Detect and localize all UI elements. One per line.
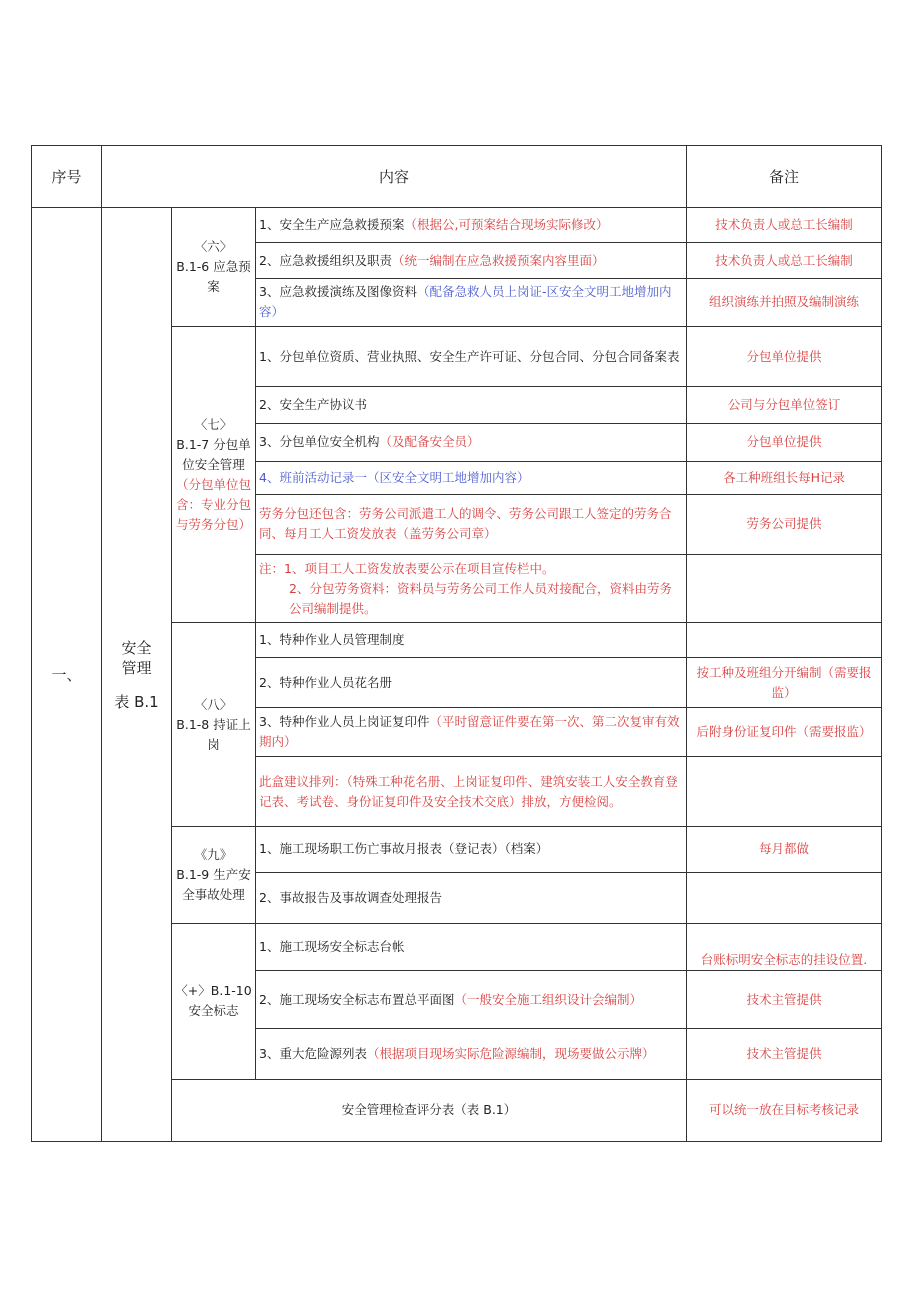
section-9-note-2: [687, 872, 882, 923]
footnote-2: 2、分包劳务资料：资料员与劳务公司工作人员对接配合，资料由劳务公司编制提供。: [289, 580, 672, 616]
safety-management-table: [31, 145, 882, 1142]
section-6-note-2: 技术负责人或总工长编制: [687, 243, 882, 278]
section-10-title-a: 〈+〉B.1-10 安全标志: [175, 983, 252, 1019]
category-line2: 管理: [121, 658, 152, 677]
seq-number: 一、: [32, 208, 102, 1142]
section-6-note-1: 技术负责人或总工长编制: [687, 208, 882, 243]
header-remark: 备注: [687, 146, 882, 208]
section-8-suggest: 此盒建议排列：（特殊工种花名册、上岗证复印件、建筑安装工人安全教育登记表、考试卷、身份证复印件及安全技术交底）排放，方便检阅。: [256, 756, 687, 826]
section-8-title-b: B.1-8 持证上岗: [176, 716, 251, 752]
footnote-1: 注：1、项目工人工资发放表要公示在项目宣传栏中。: [259, 560, 555, 576]
section-6-item-2: [256, 243, 687, 278]
item-text: 3、重大危险源列表: [259, 1045, 367, 1061]
section-10-note-3: 技术主管提供: [687, 1029, 882, 1079]
table-header-row: [32, 146, 882, 208]
item-extra: （一般安全施工组织设计会编制）: [454, 991, 642, 1007]
section-7-note-6: [687, 554, 882, 622]
section-10-item-1: 1、施工现场安全标志台帐: [256, 923, 687, 970]
section-7-item-4: 4、班前活动记录一（区安全文明工地增加内容）: [256, 461, 687, 494]
section-6-title: [172, 208, 256, 327]
summary-text: 安全管理检查评分表（表 B.1）: [172, 1079, 687, 1141]
item-extra: （平时留意证件要在第一次、第二次复审有效期内）: [259, 713, 680, 749]
section-6-item-3: [256, 278, 687, 326]
item-text: 3、应急救援演练及图像资料: [259, 284, 417, 300]
section-7-title-c: （分包单位包含：专业分包与劳务分包）: [175, 476, 251, 532]
item-extra: （及配备安全员）: [379, 434, 480, 450]
section-9-note-1: 每月都做: [687, 827, 882, 872]
section-8-note-1: [687, 623, 882, 658]
section-6-title-b: B.1-6 应急预案: [176, 259, 251, 295]
section-9-title-a: 《九》: [194, 847, 233, 863]
section-7-footnote: [256, 554, 687, 622]
section-10-title: [172, 923, 256, 1079]
section-6-title-a: 〈六〉: [194, 239, 233, 255]
section-7-note-3: 分包单位提供: [687, 424, 882, 461]
section-7-title-b: B.1-7 分包单位安全管理: [176, 436, 251, 472]
item-extra: （根据项目现场实际危险源编制，现场要做公示牌）: [366, 1045, 655, 1061]
section-8-note-2: 按工种及班组分开编制（需要报监）: [687, 658, 882, 707]
section-8-item-3: [256, 707, 687, 756]
section-9-title-b: B.1-9 生产安全事故处理: [176, 867, 251, 903]
section-8-note-3: 后附身份证复印件（需要报监）: [687, 707, 882, 756]
category-cell: [102, 208, 172, 1142]
section-10-item-2: [256, 971, 687, 1029]
item-text: 1、安全生产应急救援预案: [259, 217, 405, 233]
header-content: 内容: [102, 146, 687, 208]
section-8-item-2: 2、特种作业人员花名册: [256, 658, 687, 707]
section-7-item-3: [256, 424, 687, 461]
summary-note: 可以统一放在目标考核记录: [687, 1079, 882, 1141]
section-9-item-2: 2、事故报告及事故调查处理报告: [256, 872, 687, 923]
section-8-note-4: [687, 756, 882, 826]
item-extra: （配备急救人员上岗证-区安全文明工地增加内容）: [259, 284, 672, 320]
table-row: [32, 208, 882, 243]
section-8-item-1: 1、特种作业人员管理制度: [256, 623, 687, 658]
section-7-note-1: 分包单位提供: [687, 326, 882, 386]
section-10-note-2: 技术主管提供: [687, 971, 882, 1029]
section-7-note-2: 公司与分包单位签订: [687, 387, 882, 424]
section-6-note-3: 组织演练并拍照及编制演练: [687, 278, 882, 326]
section-7-title: [172, 326, 256, 622]
item-text: 3、分包单位安全机构: [259, 434, 380, 450]
section-7-note-4: 各工种班组长每H记录: [687, 461, 882, 494]
section-10-note-1: 台账标明安全标志的挂设位置.: [687, 923, 882, 970]
section-8-title: [172, 623, 256, 827]
item-text: 2、施工现场安全标志布置总平面图: [259, 991, 455, 1007]
section-7-item-2: 2、安全生产协议书: [256, 387, 687, 424]
section-7-item-5: 劳务分包还包含：劳务公司派遣工人的调令、劳务公司跟工人签定的劳务合同、每月工人工资发放表（盖劳务公司章）: [256, 494, 687, 554]
category-line1: 安全: [121, 638, 152, 657]
item-text: 3、特种作业人员上岗证复印件: [259, 713, 430, 729]
section-8-title-a: 〈八〉: [194, 696, 233, 712]
item-extra: （根据公,可预案结合现场实际修改）: [404, 217, 609, 233]
section-9-title: [172, 827, 256, 923]
section-6-item-1: [256, 208, 687, 243]
section-7-title-a: 〈七〉: [194, 416, 233, 432]
section-9-item-1: 1、施工现场职工伤亡事故月报表（登记表）（档案）: [256, 827, 687, 872]
category-line3: 表 B.1: [114, 692, 159, 711]
item-text: 2、应急救援组织及职责: [259, 252, 392, 268]
section-7-item-1: 1、分包单位资质、营业执照、安全生产许可证、分包合同、分包合同备案表: [256, 326, 687, 386]
item-extra: （统一编制在应急救援预案内容里面）: [391, 252, 605, 268]
section-10-item-3: [256, 1029, 687, 1079]
header-seq: 序号: [32, 146, 102, 208]
section-7-note-5: 劳务公司提供: [687, 494, 882, 554]
